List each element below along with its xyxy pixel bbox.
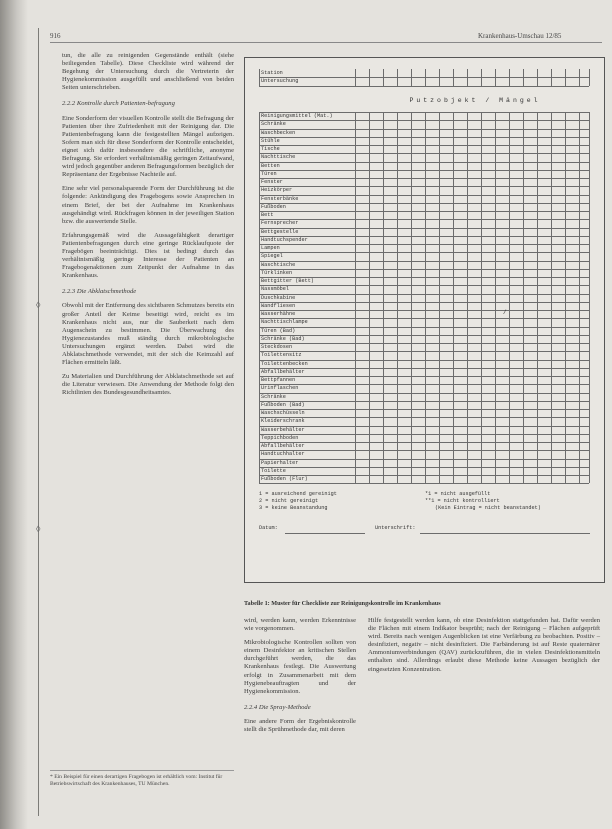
- table-row-label: Bettgitter (Bett): [261, 278, 314, 284]
- date-field-label: Datum:: [259, 525, 278, 532]
- paragraph: Eine Sonderform der visuellen Kontrolle stellt die Befragung der Patienten über ihre Zufriedenheit mit der Reinigung dar. Die Patientenbefragung kann die festgestellten Mängel aufzeigen. Sofern man sich für diese Sonderform der Kontrolle entscheidet, eignet sich dafür insbesondere die schriftliche, anonyme Befragung. Sie erfordert verhältnismäßig geringen Zeitaufwand, wird jedoch gegenüber anderen Befragungsformen bezüglich der Repräsentanz der Ergebnisse Nachteile auf.: [62, 114, 234, 179]
- table-column-line: [397, 112, 398, 483]
- table-row-label: Abfallbehälter: [261, 368, 305, 375]
- date-underline: [285, 533, 365, 534]
- table-column-line: [397, 69, 398, 86]
- table-row-label: Türklinken: [261, 269, 293, 276]
- table-row-line: [259, 86, 589, 87]
- table-row-label: Fußboden: [261, 203, 286, 210]
- table-row-label: Spiegel: [261, 253, 283, 260]
- legend-entry: 2 = nicht gereinigt: [259, 498, 319, 505]
- table-column-line: [355, 112, 356, 483]
- table-row-label: Heizkörper: [261, 187, 293, 194]
- table-row-label: Fenster: [261, 179, 283, 185]
- checklist-table: [244, 57, 605, 583]
- legend-entry: (Kein Eintrag = nicht beanstandet): [435, 505, 541, 512]
- table-row-label: Tische: [261, 146, 280, 152]
- header-rule: [50, 42, 602, 43]
- table-column-line: [551, 112, 552, 483]
- table-column-line: [383, 69, 384, 86]
- table-row-label: Nassmöbel: [261, 286, 290, 293]
- table-row-label: Schränke (Bad): [261, 335, 305, 342]
- table-row-label: Türen: [261, 170, 277, 177]
- paragraph: wird, werden kann, werden Erkenntnisse wie vorgenommen.: [244, 617, 356, 633]
- table-row-label: Wasserhähne: [261, 311, 296, 317]
- table-row-label: Türen (Bad): [261, 327, 296, 334]
- section-heading: 2.2.3 Die Abklatschmethode: [62, 288, 137, 296]
- table-column-line: [589, 112, 590, 483]
- left-column: [62, 52, 234, 403]
- table-column-line: [411, 69, 412, 86]
- table-row-label: Kleiderschrank: [261, 418, 305, 425]
- table-row-line: [259, 483, 589, 484]
- table-row-label: Untersuchung: [261, 78, 299, 85]
- right-column: [368, 617, 600, 680]
- page-edge-line: [38, 28, 39, 816]
- table-row-label: Wandfliesen: [261, 302, 296, 309]
- section-heading: 2.2.4 Die Spray-Methode: [244, 703, 311, 711]
- table-row-label: Handtuchspender: [261, 236, 308, 243]
- table-row-label: Fußboden (Flur): [261, 476, 308, 482]
- table-caption: Tabelle 1: Muster für Checkliste zur Reinigungskontrolle im Krankenhaus: [244, 600, 441, 607]
- signature-underline: [420, 533, 590, 534]
- table-column-line: [565, 112, 566, 483]
- table-row-label: Betten: [261, 162, 280, 169]
- table-column-line: [523, 112, 524, 483]
- middle-column: [244, 617, 356, 740]
- table-column-line: [565, 69, 566, 86]
- table-row-label: Bettgestelle: [261, 228, 299, 235]
- table-row-label: Toilettensitz: [261, 352, 302, 359]
- table-row-label: Stühle: [261, 137, 280, 144]
- signature-field-label: Unterschrift:: [375, 525, 416, 532]
- paragraph: Mikrobiologische Kontrollen sollten von einem Desinfektor an kritischen Stellen durchgeführt werden, die das Krankenhaus festlegt. Die Auswertung erfolgt in Zusammenarbeit mit dem Hygienebeauftragten und der Hygienekommission.: [244, 639, 356, 695]
- table-column-line: [467, 69, 468, 86]
- table-row-label: Fensterbänke: [261, 195, 299, 202]
- table-row-label: Abfallbehälter: [261, 443, 305, 449]
- table-column-line: [495, 69, 496, 86]
- table-column-line: [509, 69, 510, 86]
- table-column-line: [355, 69, 356, 86]
- page-number: 916: [50, 32, 61, 40]
- table-row-label: Bettpfannen: [261, 377, 296, 383]
- table-column-line: [453, 112, 454, 483]
- page-binding-shadow: [0, 0, 28, 829]
- table-column-line: [259, 69, 260, 86]
- table-row-label: Papierhalter: [261, 459, 299, 466]
- table-row-label: Handtuchhalter: [261, 451, 305, 458]
- table-column-line: [425, 69, 426, 86]
- table-column-line: [481, 69, 482, 86]
- table-row-label: Lampen: [261, 245, 280, 251]
- table-row-label: Bett: [261, 212, 274, 218]
- table-column-line: [369, 69, 370, 86]
- table-row-label: Steckdosen: [261, 344, 293, 350]
- table-column-line: [467, 112, 468, 483]
- table-row-label: Waschschüsseln: [261, 410, 305, 416]
- table-row-label: Schränke: [261, 121, 286, 128]
- paragraph: Zu Materialien und Durchführung der Abklatschmethode sei auf die Literatur verwiesen. Die Anwendung der Methode folgt den Richtlinien des Bundesgesundheitsamtes.: [62, 373, 234, 397]
- table-row-label: Station: [261, 70, 283, 76]
- margin-mark-icon: ◊: [36, 524, 41, 534]
- table-heading: Putzobjekt / Mängel: [409, 97, 541, 104]
- paragraph: Erfahrungsgemäß wird die Aussagefähigkeit derartiger Patientenbefragungen durch eine geringe Rücklaufquote der Fragebögen beeinträchtigt. Dies ist bedingt durch das verhältnismäßig geringe Interesse der Patienten an Fragebogenaktionen zum Zeitpunkt der Aufnahme in das Krankenhaus.: [62, 231, 234, 280]
- paragraph: Obwohl mit der Entfernung des sichtbaren Schmutzes bereits ein großer Anteil der Keime beseitigt wird, reicht es im Krankenhaus nicht aus, nur die Sauberkeit nach dem Augenschein zu bestimmen. Die Überwachung des Hygienezustandes muß ständig durch mikrobiologische Untersuchungen ergänzt werden. Dabei wird die Abklatschmethode verwendet, mit der sich die Keimzahl auf Flächen ermitteln läßt.: [62, 302, 234, 367]
- table-column-line: [579, 69, 580, 86]
- paragraph: Eine sehr viel personalsparende Form der Durchführung ist die folgende: Ankündigung des Fragebogens sowie Ansprechen in einem Brief, der bei der Aufnahme im Krankenhaus ausgehändigt wird. Rückfragen können in der jeweiligen Station bzw. die auswertende Stelle.: [62, 185, 234, 225]
- table-column-line: [383, 112, 384, 483]
- legend-entry: 1 = ausreichend gereinigt: [259, 491, 337, 498]
- table-row-label: Duschkabine: [261, 294, 296, 301]
- table-column-line: [425, 112, 426, 483]
- table-row-label: Fußboden (Bad): [261, 401, 305, 408]
- margin-mark-icon: ◊: [36, 300, 41, 310]
- legend-entry: *1 = nicht ausgefüllt: [425, 491, 491, 498]
- table-column-line: [453, 69, 454, 86]
- legend-entry: **1 = nicht kontrolliert: [425, 498, 500, 505]
- table-column-line: [411, 112, 412, 483]
- legend-entry: 3 = keine Beanstandung: [259, 505, 328, 512]
- table-column-line: [537, 69, 538, 86]
- footnote: * Ein Beispiel für einen derartigen Fragebogen ist erhältlich vom: Institut für Betriebswirtschaft des Krankenhauses, TU München.: [50, 770, 234, 788]
- table-row-label: Waschbecken: [261, 129, 296, 136]
- table-column-line: [523, 69, 524, 86]
- table-row-label: Waschtische: [261, 261, 296, 268]
- table-row-line: [259, 112, 589, 113]
- checkmark: /: [503, 309, 507, 316]
- table-column-line: [537, 112, 538, 483]
- table-row-label: Teppichboden: [261, 434, 299, 441]
- table-row-label: Reinigungsmittel (Mat.): [261, 113, 333, 119]
- table-column-line: [551, 69, 552, 86]
- table-column-line: [369, 112, 370, 483]
- table-column-line: [439, 112, 440, 483]
- table-row-label: Nachttische: [261, 154, 296, 161]
- section-heading: 2.2.2 Kontrolle durch Patienten-befragung: [62, 100, 175, 108]
- table-column-line: [579, 112, 580, 483]
- table-row-label: Schränke: [261, 393, 286, 400]
- paragraph: tun, die alle zu reinigenden Gegenstände enthält (siehe beiliegenden Tabelle). Diese Checkliste wird während der Begehung der Untersuchung durch die Vertreterin der Hygienekommission ausgefüllt und anschließend von beiden Seiten unterschrieben.: [62, 52, 234, 92]
- table-column-line: [589, 69, 590, 86]
- table-column-line: [439, 69, 440, 86]
- table-column-line: [495, 112, 496, 483]
- table-column-line: [509, 112, 510, 483]
- table-row-label: Toilette: [261, 467, 286, 474]
- table-row-label: Toilettenbecken: [261, 360, 308, 367]
- journal-title: Krankenhaus-Umschau 12/85: [478, 32, 562, 40]
- table-row-label: Wasserbehälter: [261, 426, 305, 433]
- table-row-label: Nachttischlampe: [261, 319, 308, 326]
- table-row-label: Fernsprecher: [261, 220, 299, 227]
- table-column-line: [259, 112, 260, 483]
- paragraph: Hilfe festgestellt werden kann, ob eine Desinfektion stattgefunden hat. Dafür werden die Flächen mit einem Indikator besprüht; nach der Reinigung – Flächen aufgeprüft wird. Bereits nach wenigen Augenblicken ist eine Verfärbung zu beobachten. Positiv – desinfiziert, negativ – nicht desinfiziert. Die Farbänderung ist auf Reste quaternärer Ammoniumverbindungen (QAV) zurückzuführen, die in vielen Desinfektionsmitteln enthalten sind. Allerdings erlaubt diese Methode keine Aussagen bezüglich der eingesetzten Konzentration.: [368, 617, 600, 673]
- table-row-label: Urinflaschen: [261, 385, 299, 392]
- paragraph: Eine andere Form der Ergebniskontrolle stellt die Sprühmethode dar, mit deren: [244, 717, 356, 734]
- table-column-line: [481, 112, 482, 483]
